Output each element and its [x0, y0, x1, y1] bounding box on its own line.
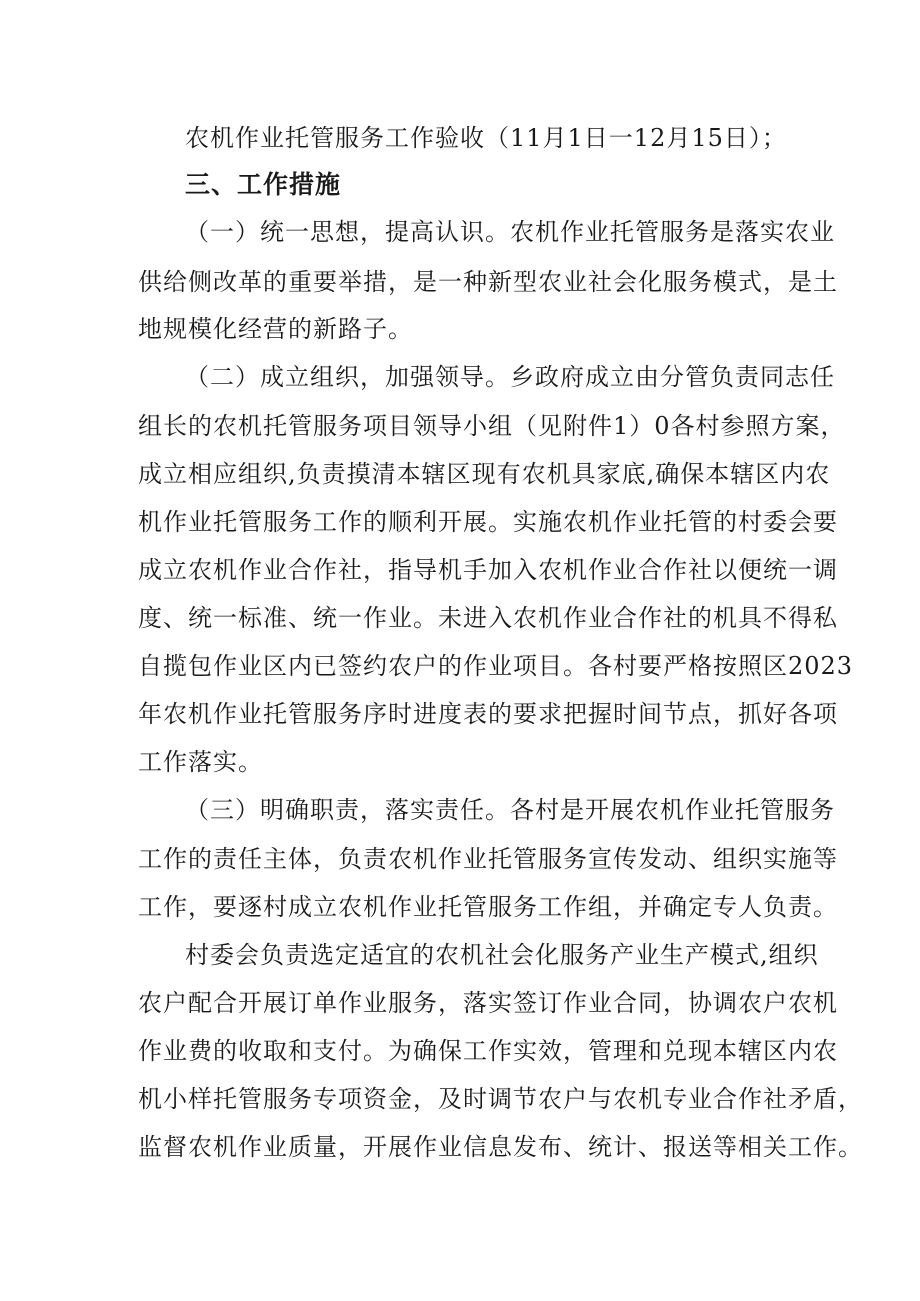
intro-line: 农机作业托管服务工作验收（11月1日一12月15日）；	[185, 124, 787, 152]
paragraph-line: 成立相应组织,负责摸清本辖区现有农机具家底,确保本辖区内农	[138, 460, 831, 488]
paragraph-line: 机作业托管服务工作的顺利开展。实施农机作业托管的村委会要	[138, 508, 838, 536]
paragraph-line: 组长的农机托管服务项目领导小组（见附件1）0各村参照方案，	[138, 412, 846, 440]
paragraph-line: 农户配合开展订单作业服务，落实签订作业合同，协调农户农机	[138, 989, 838, 1017]
paragraph-line: 监督农机作业质量，开展作业信息发布、统计、报送等相关工作。	[138, 1133, 863, 1161]
paragraph-line: 自揽包作业区内已签约农户的作业项目。各村要严格按照区2023	[138, 652, 854, 680]
paragraph-line: 年农机作业托管服务序时进度表的要求把握时间节点，抓好各项	[138, 700, 838, 728]
paragraph-line: 村委会负责选定适宜的农机社会化服务产业生产模式,组织	[185, 941, 819, 969]
paragraph-line: （三）明确职责，落实责任。各村是开展农机作业托管服务	[185, 796, 835, 824]
paragraph-line: 地规模化经营的新路子。	[138, 315, 413, 343]
paragraph-line: （二）成立组织，加强领导。乡政府成立由分管负责同志任	[185, 363, 835, 391]
paragraph-line: 度、统一标准、统一作业。未进入农机作业合作社的机具不得私	[138, 604, 838, 632]
paragraph-line: 供给侧改革的重要举措，是一种新型农业社会化服务模式，是土	[138, 268, 838, 296]
paragraph-line: 工作，要逐村成立农机作业托管服务工作组，并确定专人负责。	[138, 893, 838, 921]
paragraph-line: 工作落实。	[138, 748, 263, 776]
paragraph-line: 工作的责任主体，负责农机作业托管服务宣传发动、组织实施等	[138, 845, 838, 873]
paragraph-line: 机小样托管服务专项资金，及时调节农户与农机专业合作社矛盾，	[138, 1085, 863, 1113]
section-heading: 三、工作措施	[185, 170, 342, 199]
paragraph-line: （一）统一思想，提高认识。农机作业托管服务是落实农业	[185, 218, 835, 246]
paragraph-line: 作业费的收取和支付。为确保工作实效，管理和兑现本辖区内农	[138, 1037, 838, 1065]
paragraph-line: 成立农机作业合作社，指导机手加入农机作业合作社以便统一调	[138, 556, 838, 584]
